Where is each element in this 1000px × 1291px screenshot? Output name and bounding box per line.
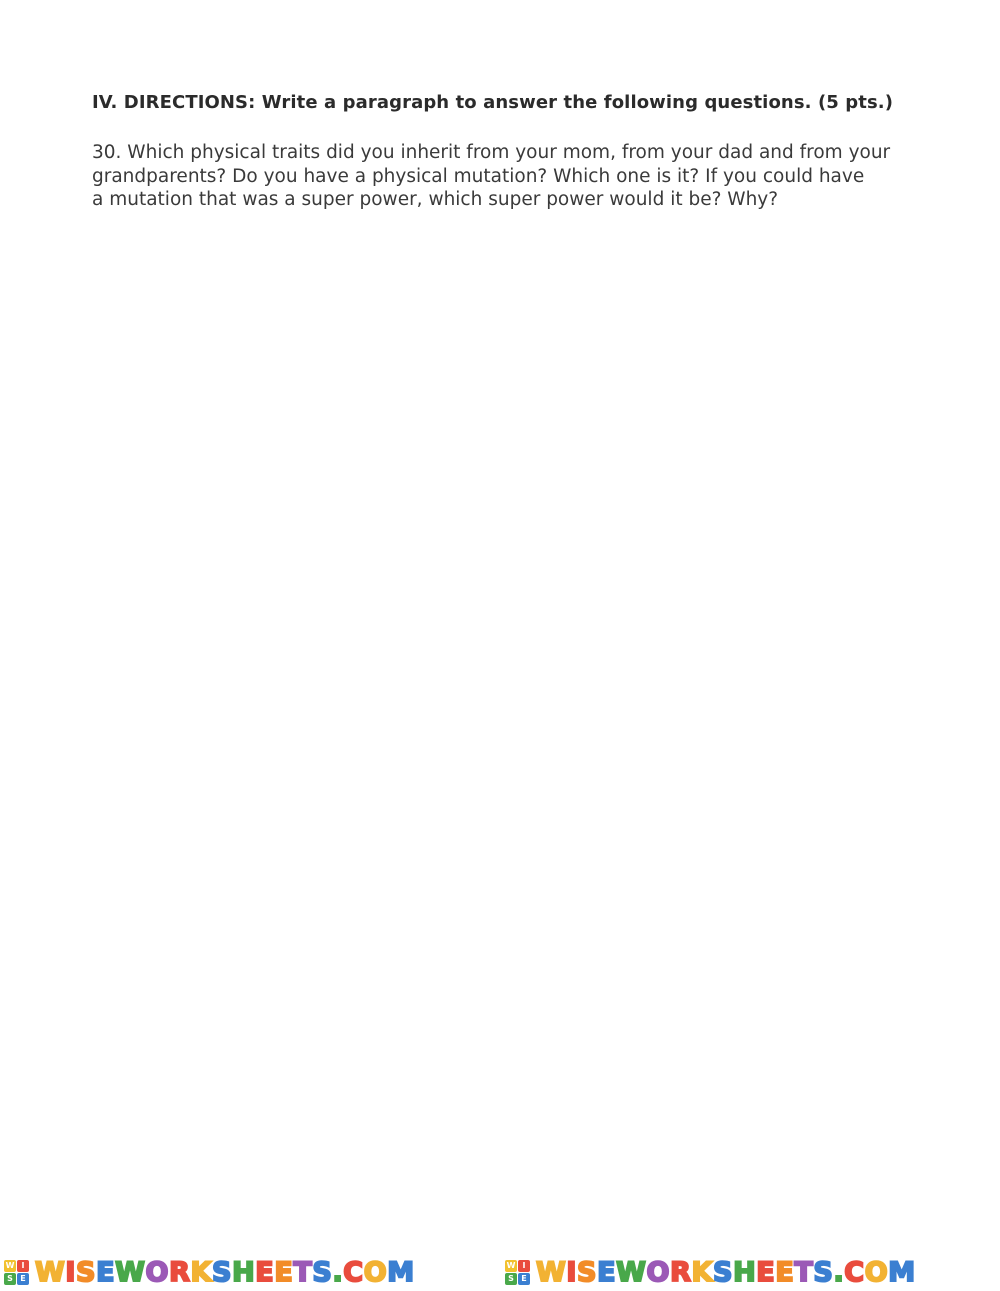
logo-cell: W [5,1261,15,1270]
watermark-letter: T [794,1256,814,1288]
question-30 [92,141,912,212]
directions-heading: IV. DIRECTIONS: Write a paragraph to answer the following questions. (5 pts.) [92,92,894,113]
watermark-letter: S [713,1256,734,1288]
watermark-letter: K [190,1256,213,1288]
watermark-letter: T [293,1256,313,1288]
logo-cell: I [17,1260,29,1272]
watermark-letter: E [274,1256,294,1288]
watermark-letter: M [888,1256,916,1288]
logo-cell: I [518,1260,530,1272]
question-line: grandparents? Do you have a physical mutation? Which one is it? If you could have [92,165,865,187]
watermark-letter: R [670,1256,692,1288]
watermark-letter: W [616,1256,647,1288]
watermark [505,1257,916,1287]
watermark-letter: W [115,1256,146,1288]
watermark-letter: S [577,1256,598,1288]
logo-cell: S [505,1273,517,1285]
watermark-letter: O [864,1256,889,1288]
watermark-letter: . [833,1256,845,1288]
watermark-letter: E [96,1256,116,1288]
question-line: a mutation that was a super power, which super power would it be? Why? [92,189,779,210]
wise-logo-icon [505,1260,530,1285]
logo-cell: E [518,1273,530,1285]
watermark-letter: C [844,1256,865,1288]
wise-logo-icon [4,1260,29,1285]
watermark-text [35,1257,415,1288]
watermark-letter: E [597,1256,617,1288]
watermark-footer [0,1254,1000,1291]
watermark-letter: S [813,1256,834,1288]
answer-area[interactable] [92,230,908,1230]
watermark-letter: W [536,1256,567,1288]
logo-cell: S [4,1273,16,1285]
watermark-letter: K [691,1256,714,1288]
logo-cell: E [17,1273,29,1285]
watermark-letter: E [255,1256,275,1288]
watermark-letter: S [312,1256,333,1288]
watermark-letter: H [232,1256,256,1288]
watermark-letter: H [733,1256,757,1288]
watermark-letter: S [212,1256,233,1288]
question-line: 30. Which physical traits did you inherit from your mom, from your dad and from your [92,142,891,163]
logo-cell: W [506,1261,516,1270]
watermark-letter: O [363,1256,388,1288]
watermark-letter: O [646,1256,671,1288]
watermark-text [536,1257,916,1288]
watermark-letter: C [343,1256,364,1288]
watermark-letter: I [65,1256,77,1288]
watermark-letter: R [169,1256,191,1288]
watermark-letter: E [756,1256,776,1288]
watermark-letter: S [76,1256,97,1288]
watermark-letter: W [35,1256,66,1288]
watermark-letter: E [775,1256,795,1288]
watermark-letter: . [332,1256,344,1288]
watermark-letter: M [387,1256,415,1288]
watermark [4,1257,415,1287]
watermark-letter: I [566,1256,578,1288]
watermark-letter: O [145,1256,170,1288]
